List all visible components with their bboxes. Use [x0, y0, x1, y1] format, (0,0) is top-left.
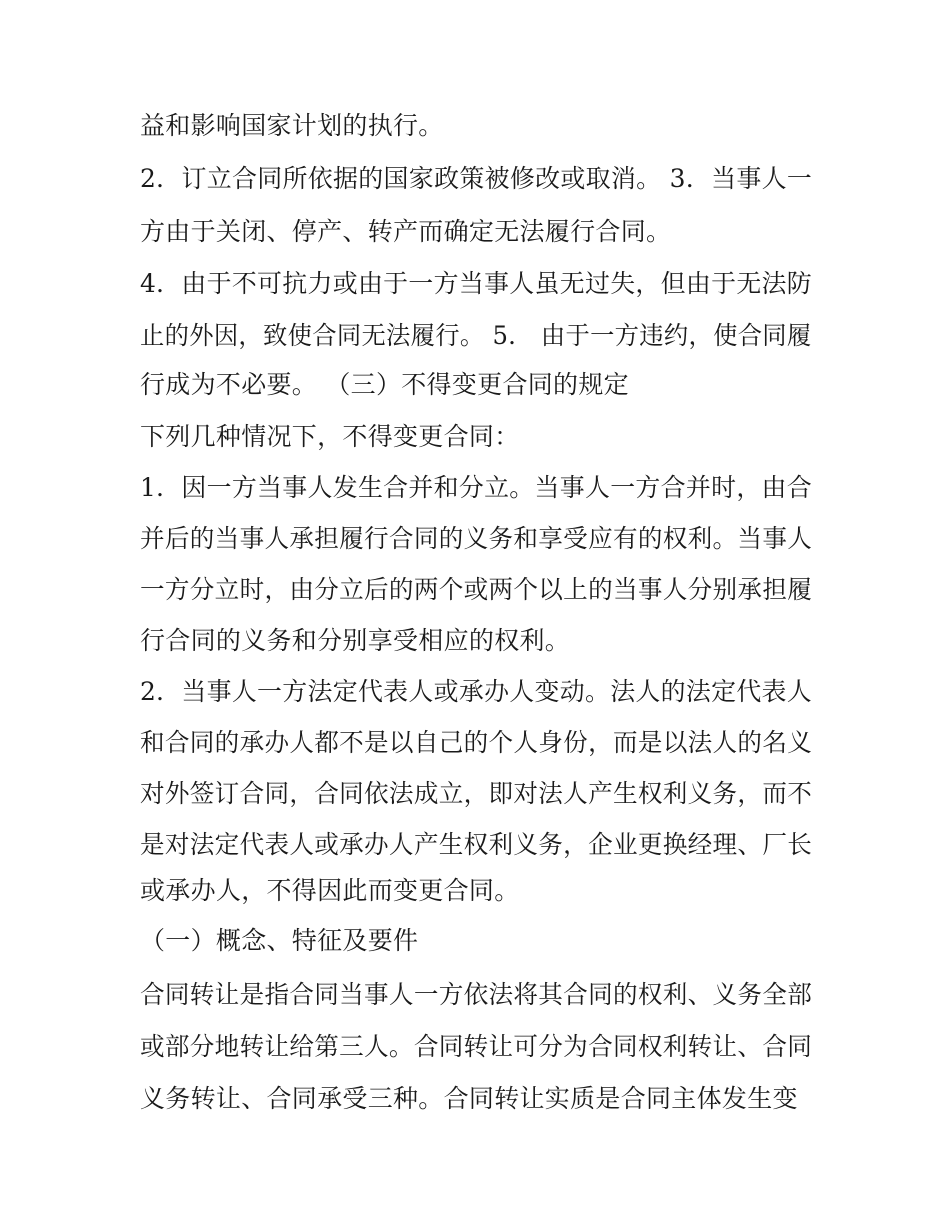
text-line-7: 下列几种情况下，不得变更合同： [140, 422, 520, 451]
text-line-16: 或承办人，不得因此而变更合同。 [140, 876, 520, 905]
text-line-5: 止的外因，致使合同无法履行。 5． 由于一方违约，使合同履 [140, 321, 812, 350]
text-line-20: 义务转让、合同承受三种。合同转让实质是合同主体发生变 [140, 1084, 798, 1113]
text-line-18: 合同转让是指合同当事人一方依法将其合同的权利、义务全部 [140, 980, 813, 1009]
section-heading: （一）概念、特征及要件 [140, 926, 419, 955]
text-line-12: 2．当事人一方法定代表人或承办人变动。法人的法定代表人 [140, 677, 813, 706]
text-line-10: 一方分立时，由分立后的两个或两个以上的当事人分别承担履 [140, 575, 813, 604]
text-line-19: 或部分地转让给第三人。合同转让可分为合同权利转让、合同 [140, 1032, 813, 1061]
text-line-13: 和合同的承办人都不是以自己的个人身份，而是以法人的名义 [140, 728, 813, 757]
text-line-2: 2．订立合同所依据的国家政策被修改或取消。 3．当事人一 [140, 164, 813, 193]
text-line-11: 行合同的义务和分别享受相应的权利。 [140, 626, 571, 655]
text-line-8: 1．因一方当事人发生合并和分立。当事人一方合并时，由合 [140, 473, 813, 502]
text-line-1: 益和影响国家计划的执行。 [140, 111, 444, 140]
text-line-6: 行成为不必要。 （三）不得变更合同的规定 [140, 370, 629, 399]
text-line-4: 4．由于不可抗力或由于一方当事人虽无过失，但由于无法防 [140, 269, 813, 298]
text-line-14: 对外签订合同，合同依法成立，即对法人产生权利义务，而不 [140, 779, 813, 808]
text-line-3: 方由于关闭、停产、转产而确定无法履行合同。 [140, 217, 672, 246]
text-line-9: 并后的当事人承担履行合同的义务和享受应有的权利。当事人 [140, 524, 813, 553]
text-line-15: 是对法定代表人或承办人产生权利义务，企业更换经理、厂长 [140, 830, 813, 859]
